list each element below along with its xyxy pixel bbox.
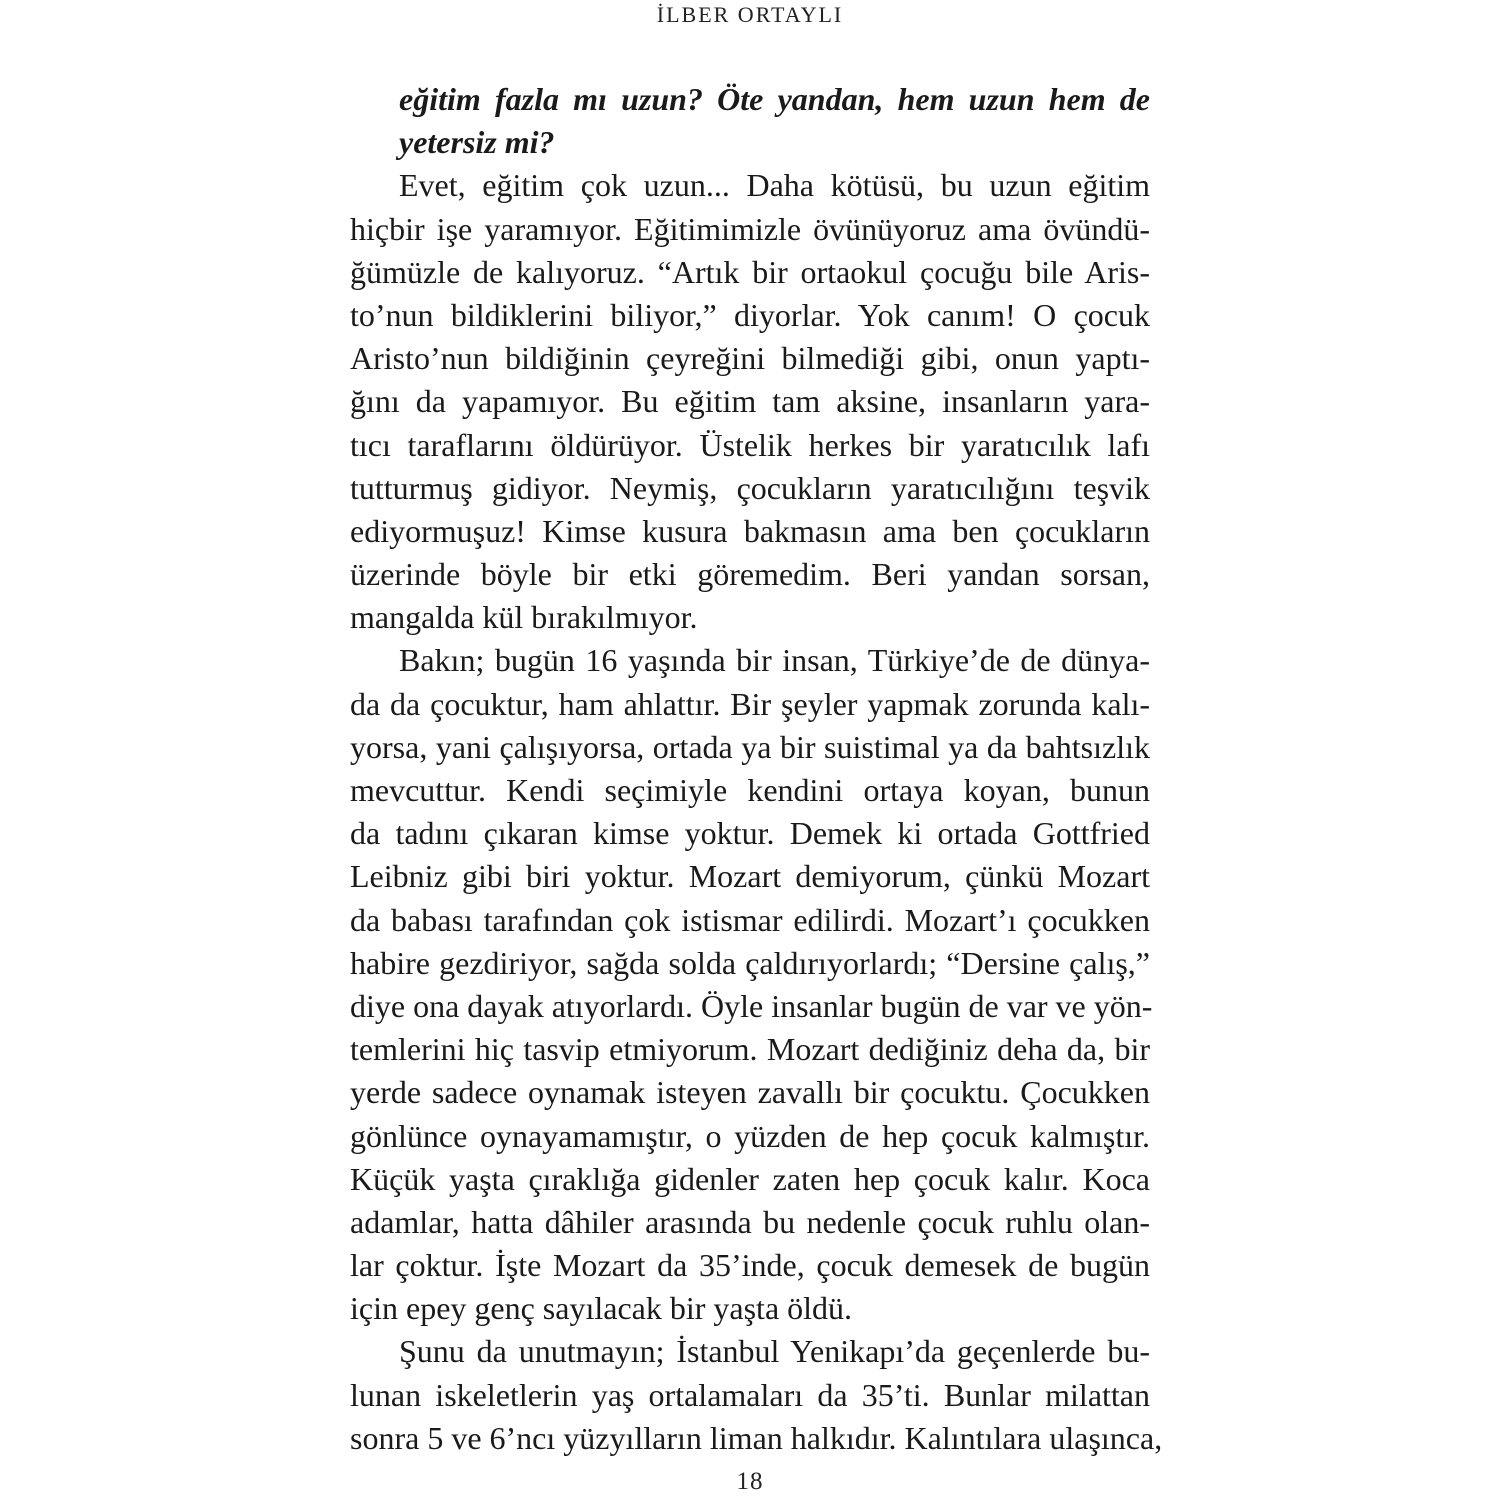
text-line: için epey genç sayılacak bir yaşta öldü. [350, 1290, 853, 1327]
body-text [350, 78, 1163, 1460]
text-line: Şunu da unutmayın; İstanbul Yenikapı’da geçenlerde bu- [399, 1333, 1150, 1370]
text-line: üzerinde böyle bir etki göremedim. Beri yandan sorsan, [350, 556, 1150, 593]
text-line: da da çocuktur, ham ahlattır. Bir şeyler yapmak zorunda kalı- [350, 685, 1150, 722]
text-line: Küçük yaşta çıraklığa gidenler zaten hep çocuk kalır. Koca [350, 1160, 1150, 1197]
text-line: Bakın; bugün 16 yaşında bir insan, Türkiye’de de dünya- [399, 642, 1150, 679]
question-line: yetersiz mi? [399, 124, 555, 161]
text-line: da babası tarafından çok istismar edilirdi. Mozart’ı çocukken [350, 901, 1150, 938]
text-line: adamlar, hatta dâhiler arasında bu nedenle çocuk ruhlu olan- [350, 1203, 1150, 1240]
text-line: tutturmuş gidiyor. Neymiş, çocukların yaratıcılığını teşvik [350, 469, 1150, 506]
text-line: yorsa, yani çalışıyorsa, ortada ya bir suistimal ya da bahtsızlık [350, 728, 1150, 765]
text-line: diye ona dayak atıyorlardı. Öyle insanlar bugün de var ve yön- [350, 987, 1153, 1024]
text-line: habire gezdiriyor, sağda solda çaldırıyorlardı; “Dersine çalış,” [350, 944, 1150, 981]
text-line: temlerini hiç tasvip etmiyorum. Mozart dediğiniz deha da, bir [350, 1031, 1150, 1068]
text-line: yerde sadece oynamak isteyen zavallı bir çocuktu. Çocukken [350, 1074, 1150, 1111]
page-number: 18 [736, 1468, 764, 1495]
text-line: hiçbir işe yaramıyor. Eğitimimizle övünüyoruz ama övündü- [350, 210, 1150, 247]
text-line: da tadını çıkaran kimse yoktur. Demek ki ortada Gottfried [350, 815, 1150, 852]
running-head: İLBER ORTAYLI [656, 2, 844, 27]
text-line: ediyormuşuz! Kimse kusura bakmasın ama ben çocukların [350, 512, 1150, 549]
text-line: ğını da yapamıyor. Bu eğitim tam aksine, insanların yara- [350, 383, 1150, 420]
text-line: to’nun bildiklerini biliyor,” diyorlar. Yok canım! O çocuk [350, 296, 1150, 333]
text-line: mangalda kül bırakılmıyor. [350, 599, 698, 636]
text-line: ğümüzle de kalıyoruz. “Artık bir ortaokul çocuğu bile Aris- [350, 253, 1150, 290]
text-line: lar çoktur. İşte Mozart da 35’inde, çocuk demesek de bugün [350, 1247, 1150, 1284]
text-line: mevcuttur. Kendi seçimiyle kendini ortaya koyan, bunun [350, 772, 1150, 808]
text-line: sonra 5 ve 6’ncı yüzyılların liman halkıdır. Kalıntılara ulaşınca, [350, 1419, 1163, 1456]
text-line: lunan iskeletlerin yaş ortalamaları da 35’ti. Bunlar milattan [350, 1376, 1150, 1413]
text-line: gönlünce oynayamamıştır, o yüzden de hep çocuk kalmıştır. [350, 1117, 1150, 1154]
text-line: Leibniz gibi biri yoktur. Mozart demiyorum, çünkü Mozart [350, 858, 1150, 895]
text-line: Evet, eğitim çok uzun... Daha kötüsü, bu uzun eğitim [399, 167, 1150, 204]
text-line: tıcı taraflarını öldürüyor. Üstelik herkes bir yaratıcılık lafı [350, 426, 1150, 463]
text-line: Aristo’nun bildiğinin çeyreğini bilmediği gibi, onun yaptı- [350, 340, 1150, 377]
question-line: eğitim fazla mı uzun? Öte yandan, hem uzun hem de [399, 81, 1150, 117]
